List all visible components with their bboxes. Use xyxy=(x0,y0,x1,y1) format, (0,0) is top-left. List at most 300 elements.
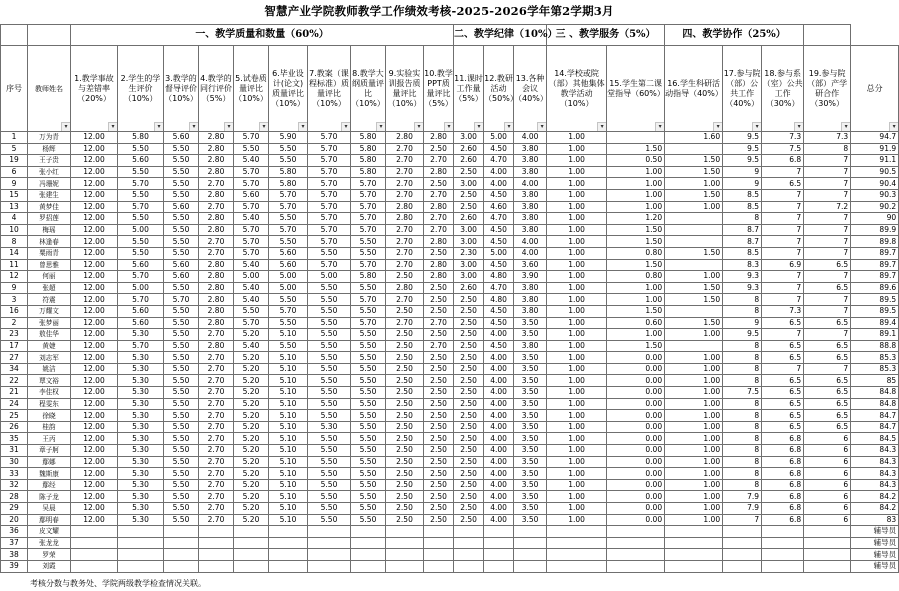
score-cell[interactable]: 12.00 xyxy=(71,375,118,387)
score-cell[interactable]: 5.20 xyxy=(234,410,269,422)
score-cell[interactable]: 2.70 xyxy=(386,247,424,259)
score-cell[interactable]: 5.00 xyxy=(118,282,164,294)
score-cell[interactable]: 2.50 xyxy=(424,282,454,294)
score-cell[interactable] xyxy=(514,549,547,561)
score-cell[interactable]: 5.40 xyxy=(234,340,269,352)
score-cell[interactable]: 12.00 xyxy=(71,294,118,306)
score-cell[interactable]: 7.3 xyxy=(762,305,804,317)
score-cell[interactable]: 5.50 xyxy=(308,329,351,341)
row-number-cell[interactable]: 5 xyxy=(1,143,28,155)
score-cell[interactable] xyxy=(607,537,665,549)
score-cell[interactable]: 8 xyxy=(723,479,762,491)
score-cell[interactable]: 5.50 xyxy=(234,305,269,317)
total-score-cell[interactable]: 84.8 xyxy=(851,398,899,410)
score-cell[interactable]: 5.70 xyxy=(308,259,351,271)
score-cell[interactable]: 5.80 xyxy=(351,155,386,167)
score-cell[interactable]: 5.50 xyxy=(351,282,386,294)
score-cell[interactable]: 6.5 xyxy=(804,387,851,399)
filter-dropdown-icon[interactable]: ▾ xyxy=(841,122,850,131)
row-number-cell[interactable]: 3 xyxy=(1,294,28,306)
score-cell[interactable]: 3.50 xyxy=(514,479,547,491)
score-cell[interactable]: 5.70 xyxy=(308,143,351,155)
score-cell[interactable]: 2.70 xyxy=(386,189,424,201)
score-cell[interactable] xyxy=(308,537,351,549)
score-cell[interactable]: 5.30 xyxy=(308,421,351,433)
score-cell[interactable]: 12.00 xyxy=(71,166,118,178)
filter-dropdown-icon[interactable]: ▾ xyxy=(259,122,268,131)
filter-dropdown-icon[interactable]: ▾ xyxy=(108,122,117,131)
score-cell[interactable]: 3.80 xyxy=(514,340,547,352)
score-cell[interactable]: 5.80 xyxy=(269,178,308,190)
score-cell[interactable] xyxy=(762,560,804,572)
score-cell[interactable]: 4.00 xyxy=(484,398,514,410)
score-cell[interactable]: 1.00 xyxy=(547,259,607,271)
teacher-name-cell[interactable]: 梅瑶 xyxy=(28,224,71,236)
score-cell[interactable]: 2.70 xyxy=(386,236,424,248)
teacher-name-cell[interactable]: 符震 xyxy=(28,294,71,306)
score-cell[interactable]: 5.70 xyxy=(269,224,308,236)
score-cell[interactable]: 2.50 xyxy=(424,178,454,190)
score-cell[interactable] xyxy=(164,549,199,561)
score-cell[interactable]: 5.50 xyxy=(164,433,199,445)
score-cell[interactable]: 5.20 xyxy=(234,503,269,515)
score-cell[interactable] xyxy=(484,526,514,538)
score-cell[interactable]: 5.50 xyxy=(269,143,308,155)
score-cell[interactable]: 4.00 xyxy=(484,363,514,375)
score-cell[interactable]: 9.5 xyxy=(723,155,762,167)
score-cell[interactable]: 2.50 xyxy=(424,514,454,526)
score-cell[interactable] xyxy=(607,560,665,572)
score-cell[interactable] xyxy=(665,259,723,271)
filter-dropdown-icon[interactable]: ▾ xyxy=(189,122,198,131)
score-cell[interactable]: 2.80 xyxy=(199,294,234,306)
score-cell[interactable]: 5.60 xyxy=(269,259,308,271)
score-cell[interactable]: 2.70 xyxy=(199,468,234,480)
score-cell[interactable] xyxy=(454,537,484,549)
score-cell[interactable]: 5.10 xyxy=(269,398,308,410)
score-cell[interactable]: 2.70 xyxy=(199,178,234,190)
score-cell[interactable]: 1.50 xyxy=(665,294,723,306)
filter-dropdown-icon[interactable]: ▾ xyxy=(504,122,513,131)
teacher-name-cell[interactable]: 桂韵 xyxy=(28,421,71,433)
score-cell[interactable]: 2.80 xyxy=(386,213,424,225)
score-cell[interactable]: 5.50 xyxy=(164,213,199,225)
score-cell[interactable]: 7 xyxy=(762,294,804,306)
score-cell[interactable] xyxy=(351,560,386,572)
score-cell[interactable]: 1.00 xyxy=(547,224,607,236)
score-cell[interactable]: 3.80 xyxy=(514,189,547,201)
score-cell[interactable]: 5.20 xyxy=(234,421,269,433)
score-cell[interactable]: 2.70 xyxy=(424,340,454,352)
score-cell[interactable] xyxy=(118,549,164,561)
score-cell[interactable]: 2.50 xyxy=(386,340,424,352)
score-cell[interactable]: 5.70 xyxy=(308,132,351,144)
row-number-cell[interactable]: 14 xyxy=(1,247,28,259)
score-cell[interactable]: 2.60 xyxy=(454,282,484,294)
score-cell[interactable]: 7 xyxy=(762,213,804,225)
score-cell[interactable]: 6 xyxy=(804,456,851,468)
score-cell[interactable]: 1.00 xyxy=(665,271,723,283)
score-cell[interactable]: 3.80 xyxy=(514,155,547,167)
score-cell[interactable]: 5.50 xyxy=(118,166,164,178)
score-cell[interactable]: 1.00 xyxy=(665,329,723,341)
score-cell[interactable]: 1.00 xyxy=(665,201,723,213)
score-cell[interactable]: 2.70 xyxy=(199,491,234,503)
score-cell[interactable]: 5.50 xyxy=(351,329,386,341)
score-cell[interactable]: 5.50 xyxy=(269,294,308,306)
score-cell[interactable]: 1.00 xyxy=(607,294,665,306)
score-cell[interactable]: 5.50 xyxy=(308,503,351,515)
score-cell[interactable]: 5.50 xyxy=(164,479,199,491)
score-cell[interactable]: 7 xyxy=(804,329,851,341)
score-cell[interactable]: 5.50 xyxy=(308,433,351,445)
score-cell[interactable] xyxy=(199,549,234,561)
score-cell[interactable]: 1.00 xyxy=(547,166,607,178)
score-cell[interactable]: 2.50 xyxy=(454,468,484,480)
score-cell[interactable]: 5.50 xyxy=(164,236,199,248)
row-number-cell[interactable]: 39 xyxy=(1,560,28,572)
total-score-cell[interactable]: 90 xyxy=(851,213,899,225)
score-cell[interactable]: 12.00 xyxy=(71,340,118,352)
total-score-cell[interactable]: 89.4 xyxy=(851,317,899,329)
score-cell[interactable]: 6.5 xyxy=(804,352,851,364)
score-cell[interactable]: 12.00 xyxy=(71,363,118,375)
score-cell[interactable]: 2.70 xyxy=(199,201,234,213)
score-cell[interactable]: 1.00 xyxy=(665,421,723,433)
score-cell[interactable]: 7 xyxy=(762,189,804,201)
teacher-name-cell[interactable]: 万耀文 xyxy=(28,305,71,317)
score-cell[interactable] xyxy=(723,537,762,549)
score-cell[interactable]: 6.5 xyxy=(762,387,804,399)
score-cell[interactable]: 0.00 xyxy=(607,503,665,515)
score-cell[interactable]: 2.50 xyxy=(454,363,484,375)
score-cell[interactable] xyxy=(199,537,234,549)
score-cell[interactable]: 5.50 xyxy=(164,224,199,236)
score-cell[interactable]: 2.50 xyxy=(454,352,484,364)
row-number-cell[interactable]: 1 xyxy=(1,132,28,144)
teacher-name-cell[interactable]: 覃文裕 xyxy=(28,375,71,387)
score-cell[interactable]: 2.50 xyxy=(386,445,424,457)
score-cell[interactable]: 5.50 xyxy=(164,155,199,167)
score-cell[interactable]: 5.50 xyxy=(269,236,308,248)
total-score-cell[interactable]: 89.9 xyxy=(851,224,899,236)
score-cell[interactable] xyxy=(547,526,607,538)
score-cell[interactable]: 5.30 xyxy=(118,410,164,422)
score-cell[interactable]: 5.30 xyxy=(118,468,164,480)
score-cell[interactable]: 8 xyxy=(723,468,762,480)
score-cell[interactable]: 5.70 xyxy=(308,224,351,236)
score-cell[interactable]: 5.10 xyxy=(269,421,308,433)
score-cell[interactable]: 1.00 xyxy=(547,132,607,144)
score-cell[interactable]: 5.00 xyxy=(118,224,164,236)
score-cell[interactable]: 0.50 xyxy=(607,155,665,167)
score-cell[interactable]: 1.00 xyxy=(547,479,607,491)
teacher-name-cell[interactable]: 鄢娜 xyxy=(28,456,71,468)
score-cell[interactable]: 5.70 xyxy=(308,236,351,248)
score-cell[interactable]: 5.50 xyxy=(269,340,308,352)
score-cell[interactable] xyxy=(164,526,199,538)
score-cell[interactable]: 8 xyxy=(723,456,762,468)
score-cell[interactable]: 8.3 xyxy=(723,259,762,271)
total-score-cell[interactable]: 89.7 xyxy=(851,247,899,259)
score-cell[interactable]: 5.30 xyxy=(118,479,164,491)
score-cell[interactable]: 5.80 xyxy=(351,271,386,283)
filter-dropdown-icon[interactable]: ▾ xyxy=(889,122,898,131)
score-cell[interactable] xyxy=(118,526,164,538)
teacher-name-cell[interactable]: 杨辉 xyxy=(28,143,71,155)
score-cell[interactable]: 3.50 xyxy=(514,363,547,375)
filter-dropdown-icon[interactable]: ▾ xyxy=(597,122,606,131)
score-cell[interactable] xyxy=(118,560,164,572)
score-cell[interactable]: 6.8 xyxy=(762,155,804,167)
score-cell[interactable]: 5.50 xyxy=(164,317,199,329)
score-cell[interactable]: 4.00 xyxy=(484,514,514,526)
teacher-name-cell[interactable]: 姚洁 xyxy=(28,363,71,375)
score-cell[interactable]: 2.70 xyxy=(386,166,424,178)
score-cell[interactable]: 2.50 xyxy=(386,271,424,283)
score-cell[interactable]: 12.00 xyxy=(71,491,118,503)
score-cell[interactable]: 4.50 xyxy=(484,236,514,248)
score-cell[interactable]: 2.80 xyxy=(199,224,234,236)
score-cell[interactable]: 4.00 xyxy=(484,375,514,387)
score-cell[interactable]: 5.70 xyxy=(234,224,269,236)
score-cell[interactable]: 5.50 xyxy=(351,387,386,399)
score-cell[interactable]: 2.80 xyxy=(199,317,234,329)
score-cell[interactable]: 5.00 xyxy=(269,282,308,294)
score-cell[interactable]: 5.50 xyxy=(164,421,199,433)
teacher-name-cell[interactable]: 张梦丽 xyxy=(28,317,71,329)
score-cell[interactable]: 5.90 xyxy=(269,132,308,144)
score-cell[interactable]: 1.00 xyxy=(607,166,665,178)
score-cell[interactable]: 3.50 xyxy=(514,445,547,457)
row-number-cell[interactable]: 21 xyxy=(1,387,28,399)
score-cell[interactable]: 5.50 xyxy=(308,247,351,259)
score-cell[interactable]: 2.70 xyxy=(199,514,234,526)
score-cell[interactable]: 12.00 xyxy=(71,189,118,201)
score-cell[interactable]: 2.50 xyxy=(454,491,484,503)
score-cell[interactable]: 7 xyxy=(762,329,804,341)
score-cell[interactable]: 3.50 xyxy=(514,329,547,341)
score-cell[interactable]: 2.60 xyxy=(454,155,484,167)
score-cell[interactable]: 4.00 xyxy=(484,166,514,178)
score-cell[interactable]: 2.50 xyxy=(386,375,424,387)
score-cell[interactable]: 3.80 xyxy=(514,282,547,294)
score-cell[interactable]: 2.50 xyxy=(386,352,424,364)
score-cell[interactable]: 5.70 xyxy=(118,271,164,283)
score-cell[interactable]: 5.50 xyxy=(308,398,351,410)
score-cell[interactable]: 3.00 xyxy=(454,259,484,271)
score-cell[interactable]: 5.40 xyxy=(234,213,269,225)
score-cell[interactable]: 5.70 xyxy=(269,189,308,201)
score-cell[interactable]: 2.80 xyxy=(199,166,234,178)
score-cell[interactable]: 12.00 xyxy=(71,201,118,213)
score-cell[interactable] xyxy=(723,526,762,538)
score-cell[interactable]: 1.50 xyxy=(607,259,665,271)
score-cell[interactable] xyxy=(199,526,234,538)
score-cell[interactable]: 12.00 xyxy=(71,468,118,480)
score-cell[interactable]: 5.70 xyxy=(308,178,351,190)
score-cell[interactable] xyxy=(424,537,454,549)
score-cell[interactable]: 7 xyxy=(762,282,804,294)
score-cell[interactable]: 2.50 xyxy=(424,468,454,480)
score-cell[interactable]: 4.00 xyxy=(484,503,514,515)
score-cell[interactable] xyxy=(665,213,723,225)
teacher-name-cell[interactable]: 何丽 xyxy=(28,271,71,283)
score-cell[interactable]: 5.50 xyxy=(164,491,199,503)
score-cell[interactable]: 0.00 xyxy=(607,479,665,491)
filter-dropdown-icon[interactable]: ▾ xyxy=(414,122,423,131)
score-cell[interactable]: 7.2 xyxy=(804,201,851,213)
score-cell[interactable]: 1.00 xyxy=(547,398,607,410)
score-cell[interactable]: 1.00 xyxy=(547,294,607,306)
score-cell[interactable]: 0.80 xyxy=(607,247,665,259)
score-cell[interactable]: 2.70 xyxy=(199,375,234,387)
score-cell[interactable]: 6.5 xyxy=(804,421,851,433)
score-cell[interactable] xyxy=(547,560,607,572)
score-cell[interactable] xyxy=(199,560,234,572)
score-cell[interactable]: 5.50 xyxy=(164,410,199,422)
score-cell[interactable]: 2.50 xyxy=(424,479,454,491)
score-cell[interactable]: 8.5 xyxy=(723,201,762,213)
score-cell[interactable]: 2.70 xyxy=(199,329,234,341)
score-cell[interactable] xyxy=(234,526,269,538)
total-score-cell[interactable]: 89.5 xyxy=(851,305,899,317)
row-number-cell[interactable]: 35 xyxy=(1,433,28,445)
teacher-name-cell[interactable]: 张建生 xyxy=(28,189,71,201)
score-cell[interactable]: 7 xyxy=(762,363,804,375)
teacher-name-cell[interactable]: 鄢经 xyxy=(28,479,71,491)
score-cell[interactable]: 1.00 xyxy=(547,271,607,283)
score-cell[interactable]: 5.70 xyxy=(351,189,386,201)
score-cell[interactable]: 9.5 xyxy=(723,329,762,341)
score-cell[interactable]: 5.70 xyxy=(164,294,199,306)
total-score-cell[interactable]: 84.8 xyxy=(851,387,899,399)
total-score-cell[interactable]: 88.8 xyxy=(851,340,899,352)
score-cell[interactable]: 4.50 xyxy=(484,224,514,236)
filter-dropdown-icon[interactable]: ▾ xyxy=(794,122,803,131)
score-cell[interactable]: 4.00 xyxy=(484,491,514,503)
score-cell[interactable] xyxy=(351,549,386,561)
row-number-cell[interactable]: 16 xyxy=(1,305,28,317)
score-cell[interactable]: 12.00 xyxy=(71,178,118,190)
score-cell[interactable]: 12.00 xyxy=(71,213,118,225)
total-score-cell[interactable]: 89.5 xyxy=(851,294,899,306)
score-cell[interactable]: 2.50 xyxy=(386,410,424,422)
score-cell[interactable]: 2.70 xyxy=(424,224,454,236)
score-cell[interactable]: 5.20 xyxy=(234,491,269,503)
score-cell[interactable]: 1.00 xyxy=(547,468,607,480)
score-cell[interactable]: 3.80 xyxy=(514,166,547,178)
score-cell[interactable]: 5.60 xyxy=(118,305,164,317)
score-cell[interactable]: 2.50 xyxy=(386,491,424,503)
score-cell[interactable]: 1.00 xyxy=(547,305,607,317)
score-cell[interactable] xyxy=(723,560,762,572)
teacher-name-cell[interactable]: 张小红 xyxy=(28,166,71,178)
score-cell[interactable] xyxy=(71,549,118,561)
score-cell[interactable]: 2.80 xyxy=(424,271,454,283)
score-cell[interactable] xyxy=(269,537,308,549)
score-cell[interactable]: 6 xyxy=(804,468,851,480)
score-cell[interactable]: 4.50 xyxy=(484,317,514,329)
teacher-name-cell[interactable]: 魏斯康 xyxy=(28,468,71,480)
total-score-cell[interactable]: 85 xyxy=(851,375,899,387)
score-cell[interactable]: 5.80 xyxy=(351,143,386,155)
score-cell[interactable]: 6 xyxy=(804,503,851,515)
score-cell[interactable]: 5.10 xyxy=(269,514,308,526)
total-score-cell[interactable]: 91.9 xyxy=(851,143,899,155)
score-cell[interactable]: 5.50 xyxy=(118,236,164,248)
score-cell[interactable]: 2.50 xyxy=(424,387,454,399)
score-cell[interactable]: 6.5 xyxy=(804,259,851,271)
row-number-cell[interactable]: 22 xyxy=(1,375,28,387)
teacher-name-cell[interactable]: 罗招莲 xyxy=(28,213,71,225)
score-cell[interactable]: 2.80 xyxy=(424,236,454,248)
score-cell[interactable]: 5.10 xyxy=(269,433,308,445)
score-cell[interactable]: 2.50 xyxy=(424,433,454,445)
score-cell[interactable]: 3.50 xyxy=(514,421,547,433)
score-cell[interactable]: 12.00 xyxy=(71,282,118,294)
score-cell[interactable]: 5.50 xyxy=(308,410,351,422)
score-cell[interactable]: 2.70 xyxy=(386,317,424,329)
score-cell[interactable]: 3.80 xyxy=(514,201,547,213)
row-number-cell[interactable]: 31 xyxy=(1,445,28,457)
score-cell[interactable]: 1.00 xyxy=(547,317,607,329)
score-cell[interactable]: 5.00 xyxy=(484,132,514,144)
total-score-cell[interactable]: 84.7 xyxy=(851,421,899,433)
score-cell[interactable]: 1.00 xyxy=(547,329,607,341)
score-cell[interactable]: 2.50 xyxy=(454,375,484,387)
score-cell[interactable]: 3.80 xyxy=(514,143,547,155)
score-cell[interactable]: 5.40 xyxy=(234,294,269,306)
score-cell[interactable]: 1.00 xyxy=(665,410,723,422)
score-cell[interactable] xyxy=(607,549,665,561)
score-cell[interactable]: 2.50 xyxy=(424,491,454,503)
score-cell[interactable]: 7 xyxy=(762,247,804,259)
score-cell[interactable]: 2.70 xyxy=(386,294,424,306)
score-cell[interactable]: 2.50 xyxy=(386,421,424,433)
total-score-cell[interactable]: 89.7 xyxy=(851,259,899,271)
score-cell[interactable]: 5.50 xyxy=(164,282,199,294)
score-cell[interactable]: 3.00 xyxy=(454,271,484,283)
score-cell[interactable] xyxy=(804,537,851,549)
total-score-cell[interactable]: 辅导员 xyxy=(851,537,899,549)
total-score-cell[interactable]: 84.3 xyxy=(851,445,899,457)
score-cell[interactable]: 3.00 xyxy=(454,178,484,190)
score-cell[interactable]: 5.60 xyxy=(164,201,199,213)
score-cell[interactable]: 5.00 xyxy=(269,271,308,283)
score-cell[interactable]: 6.8 xyxy=(762,479,804,491)
score-cell[interactable]: 5.50 xyxy=(351,456,386,468)
score-cell[interactable]: 2.50 xyxy=(386,387,424,399)
filter-dropdown-icon[interactable]: ▾ xyxy=(298,122,307,131)
row-number-cell[interactable]: 12 xyxy=(1,271,28,283)
total-score-cell[interactable]: 辅导员 xyxy=(851,560,899,572)
score-cell[interactable]: 7 xyxy=(762,166,804,178)
score-cell[interactable]: 2.50 xyxy=(386,329,424,341)
score-cell[interactable] xyxy=(118,537,164,549)
score-cell[interactable]: 0.00 xyxy=(607,387,665,399)
score-cell[interactable]: 5.10 xyxy=(269,375,308,387)
score-cell[interactable]: 1.00 xyxy=(665,375,723,387)
score-cell[interactable] xyxy=(386,549,424,561)
score-cell[interactable]: 1.00 xyxy=(547,456,607,468)
row-number-cell[interactable]: 9 xyxy=(1,178,28,190)
score-cell[interactable]: 6.5 xyxy=(762,410,804,422)
score-cell[interactable]: 5.70 xyxy=(234,317,269,329)
score-cell[interactable]: 1.00 xyxy=(547,421,607,433)
score-cell[interactable]: 5.50 xyxy=(351,491,386,503)
score-cell[interactable]: 5.30 xyxy=(118,514,164,526)
